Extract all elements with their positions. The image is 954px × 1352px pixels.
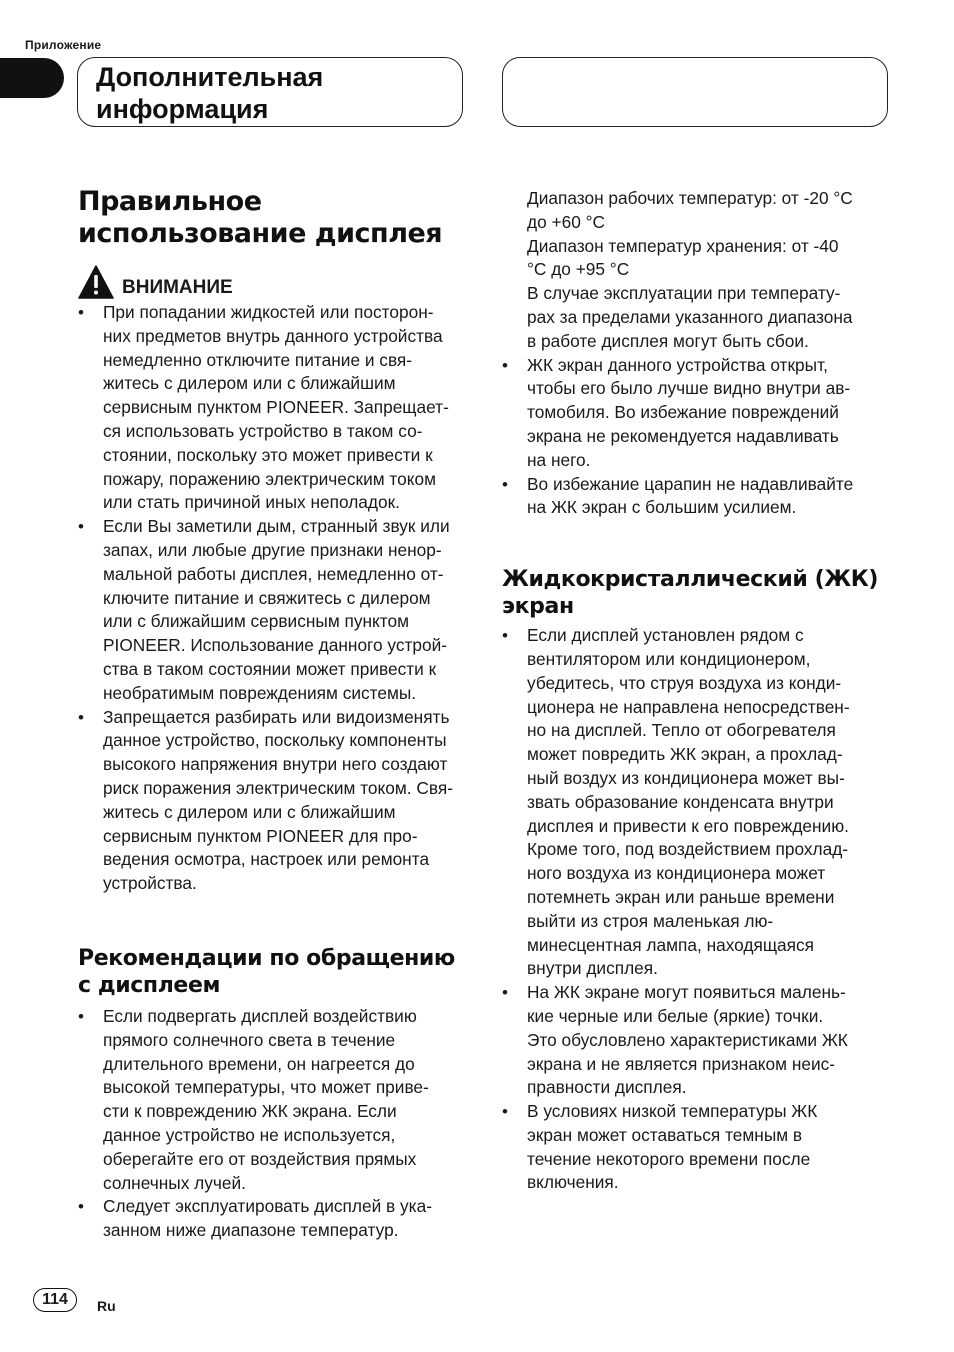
text-line: дисплея и привести к его повреждению.: [527, 815, 849, 836]
text-line: ционера не направлена непосредствен-: [527, 696, 850, 717]
chapter-title: [96, 61, 323, 125]
text-line: вентилятором или кондиционером,: [527, 648, 811, 669]
text-line: ства в таком состоянии может привести к: [103, 658, 437, 679]
text-line: • Во избежание царапин не надавливайте: [527, 473, 854, 494]
empty-header-box: [502, 57, 888, 127]
text-line: в работе дисплея могут быть сбои.: [527, 330, 809, 351]
text-line: потемнеть экран или раньше времени: [527, 886, 835, 907]
list-item: [502, 473, 894, 521]
text-line: • Если дисплей установлен рядом с: [527, 625, 804, 646]
lcd-heading-line-1: Жидкокристаллический (ЖК): [502, 567, 879, 593]
text-line: или с ближайшим сервисным пунктом: [103, 611, 410, 632]
text-line: минесцентная лампа, находящаяся: [527, 934, 815, 955]
text-line: на ЖК экран с большим усилием.: [527, 497, 797, 518]
screen-care-list: [502, 354, 894, 521]
text-line: включения.: [527, 1172, 619, 1193]
display-usage-heading: [78, 186, 470, 250]
text-line: ведения осмотра, настроек или ремонта: [103, 849, 430, 870]
text-line: рах за пределами указанного диапазона: [527, 306, 853, 327]
text-line: занном ниже диапазоне температур.: [103, 1220, 399, 1241]
text-line: °C до +95 °C: [527, 259, 630, 280]
text-line: них предметов внутрь данного устройства: [103, 325, 443, 346]
list-item: [78, 1195, 470, 1243]
text-line: PIONEER. Использование данного устрой-: [103, 635, 448, 656]
text-line: немедленно отключите питание и свя-: [103, 349, 413, 370]
text-line: экран может оставаться темным в: [527, 1124, 803, 1145]
text-line: ный воздух из кондиционера может вы-: [527, 767, 845, 788]
text-line: ного воздуха из кондиционера может: [527, 863, 826, 884]
warning-label: ВНИМАНИЕ: [122, 277, 233, 298]
text-line: внутри дисплея.: [527, 958, 658, 979]
text-line: сервисным пунктом PIONEER для про-: [103, 825, 418, 846]
list-item: [502, 1100, 894, 1195]
text-line: кие черные или белые (яркие) точки.: [527, 1005, 824, 1026]
text-line: житесь с дилером или с ближайшим: [103, 373, 396, 394]
warning-triangle-icon: [78, 265, 114, 299]
text-line: • При попадании жидкостей или посторон-: [103, 302, 434, 322]
handling-heading-line-1: Рекомендации по обращению: [78, 945, 455, 971]
text-line: мальной работы дисплея, немедленно от-: [103, 563, 444, 584]
text-line: сти к повреждению ЖК экрана. Если: [103, 1101, 397, 1122]
text-line: оберегайте его от воздействия прямых: [103, 1148, 417, 1169]
text-line: сервисным пунктом PIONEER. Запрещает-: [103, 397, 449, 418]
list-item: [78, 301, 470, 515]
text-line: • Запрещается разбирать или видоизменять: [103, 706, 450, 727]
text-line: выйти из строя маленькая лю-: [527, 910, 774, 931]
text-line: томобиля. Во избежание повреждений: [527, 402, 839, 423]
text-line: данное устройство не используется,: [103, 1124, 396, 1145]
handling-heading: [78, 945, 470, 999]
warning-header: [78, 263, 470, 299]
text-line: • Если Вы заметили дым, странный звук или: [103, 516, 450, 537]
text-line: запах, или любые другие признаки ненор-: [103, 539, 442, 560]
text-line: прямого солнечного света в течение: [103, 1029, 396, 1050]
text-line: • На ЖК экране могут появиться малень-: [527, 982, 846, 1003]
handling-list: [78, 1005, 470, 1243]
list-item: [502, 981, 894, 1100]
text-line: житесь с дилером или с ближайшим: [103, 801, 396, 822]
text-line: пожару, поражению электрическим током: [103, 468, 436, 489]
text-line: длительного времени, он нагреется до: [103, 1053, 415, 1074]
text-line: • В условиях низкой температуры ЖК: [527, 1101, 818, 1122]
text-line: Это обусловлено характеристиками ЖК: [527, 1029, 848, 1050]
text-line: Диапазон рабочих температур: от -20 °C: [527, 188, 853, 208]
text-line: необратимым повреждениям системы.: [103, 682, 417, 703]
chapter-title-line-1: Дополнительная: [96, 62, 324, 92]
chapter-title-line-2: информация: [96, 94, 269, 124]
lcd-heading-line-2: экран: [502, 594, 574, 620]
text-line: ключите питание и свяжитесь с дилером: [103, 587, 431, 608]
lcd-list: [502, 624, 894, 1195]
section-tab-marker: [0, 58, 64, 98]
text-line: течение некоторого времени после: [527, 1148, 811, 1169]
list-item: [78, 1005, 470, 1195]
text-line: ся использовать устройство в таком со-: [103, 420, 423, 441]
right-column: [502, 186, 894, 1195]
text-line: риск поражения электрическим током. Свя-: [103, 777, 453, 798]
text-line: чтобы его было лучше видно внутри ав-: [527, 378, 851, 399]
list-item: [502, 624, 894, 981]
left-column: [78, 186, 470, 1243]
text-line: правности дисплея.: [527, 1077, 687, 1098]
display-usage-heading-line-1: Правильное: [78, 186, 262, 217]
handling-heading-line-2: с дисплеем: [78, 972, 221, 998]
lcd-heading: [502, 566, 894, 620]
text-line: или стать причиной иных неполадок.: [103, 492, 400, 513]
text-line: стоянии, поскольку это может привести к: [103, 444, 433, 465]
text-line: высокого напряжения внутри него создают: [103, 754, 448, 775]
text-line: может повредить ЖК экран, а прохлад-: [527, 744, 843, 765]
chapter-title-box: [77, 57, 463, 127]
text-line: экрана и не является признаком неис-: [527, 1053, 836, 1074]
text-line: солнечных лучей.: [103, 1172, 246, 1193]
text-line: но на дисплей. Тепло от обогревателя: [527, 720, 836, 741]
text-line: звать образование конденсата внутри: [527, 791, 834, 812]
temperature-range-paragraph: [502, 187, 894, 354]
text-line: на него.: [527, 449, 591, 470]
display-usage-heading-line-2: использование дисплея: [78, 218, 443, 249]
text-line: до +60 °C: [527, 211, 606, 232]
text-line: высокой температуры, что может приве-: [103, 1077, 429, 1098]
text-line: Кроме того, под воздействием прохлад-: [527, 839, 849, 860]
text-line: В случае эксплуатации при температу-: [527, 283, 841, 304]
text-line: • Если подвергать дисплей воздействию: [103, 1005, 417, 1026]
text-line: • ЖК экран данного устройства открыт,: [527, 354, 828, 375]
text-line: экрана не рекомендуется надавливать: [527, 425, 839, 446]
text-line: убедитесь, что струя воздуха из конди-: [527, 672, 842, 693]
section-label: Приложение: [25, 38, 102, 52]
text-line: • Следует эксплуатировать дисплей в ука-: [103, 1196, 432, 1217]
warning-list: [78, 301, 470, 896]
list-item: [78, 706, 470, 896]
text-line: данное устройство, поскольку компоненты: [103, 730, 447, 751]
language-code: Ru: [97, 1298, 116, 1314]
text-line: устройства.: [103, 873, 197, 894]
text-line: Диапазон температур хранения: от -40: [527, 235, 839, 256]
list-item: [502, 354, 894, 473]
list-item: [78, 515, 470, 705]
page-number: 114: [33, 1288, 77, 1312]
